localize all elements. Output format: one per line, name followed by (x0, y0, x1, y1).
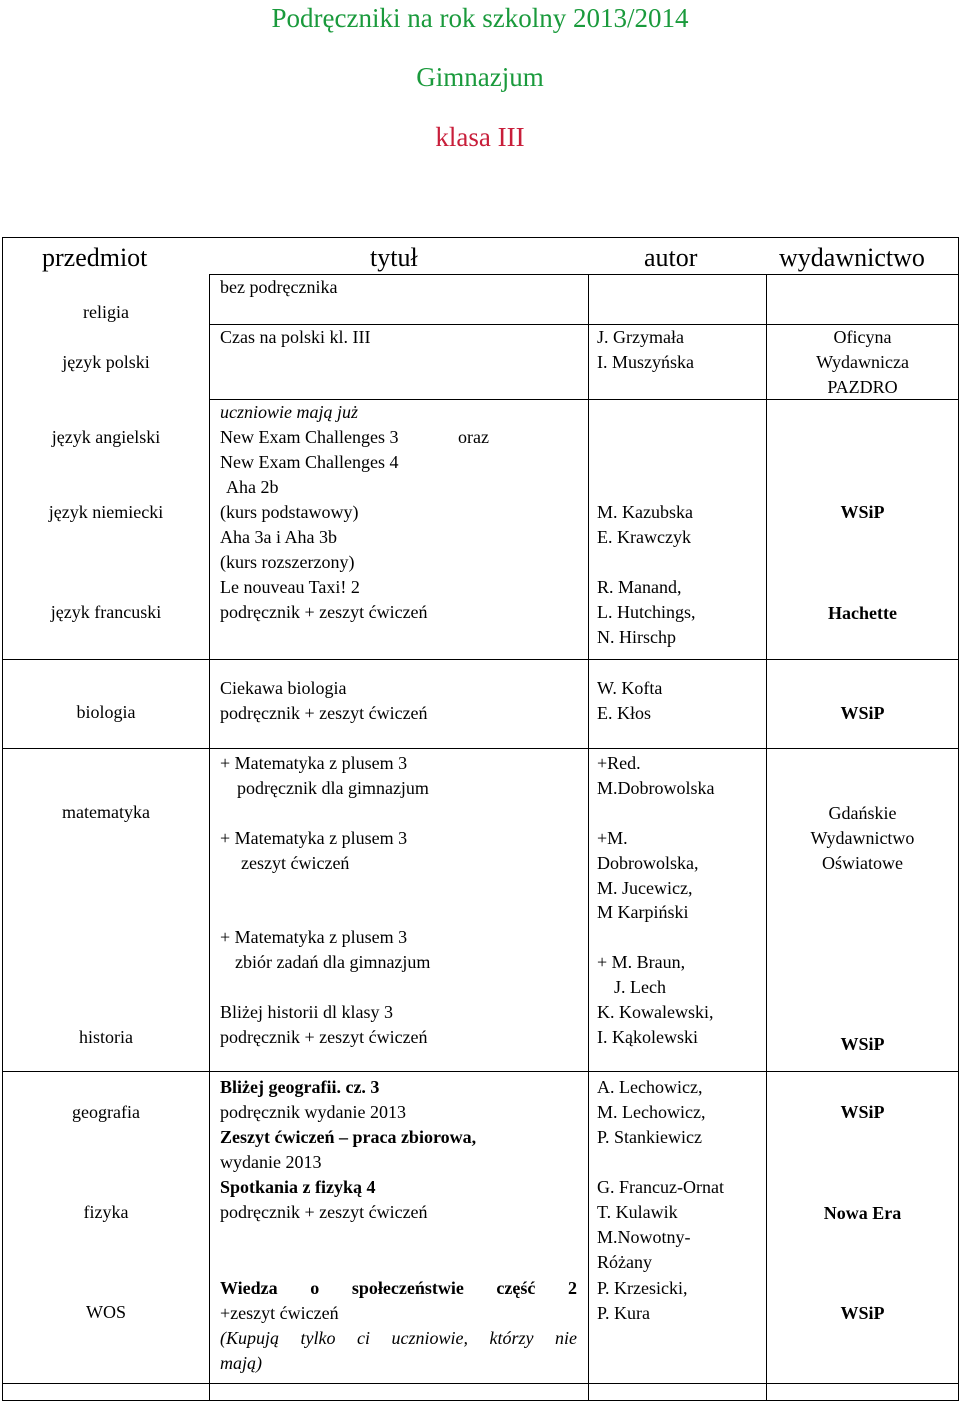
publisher-polski-2: Wydawnicza (816, 352, 909, 372)
subject-francuski: język francuski (50, 602, 162, 622)
author-historia-1: K. Kowalewski, (597, 1002, 714, 1022)
author-niemiecki-2: E. Krawczyk (597, 527, 691, 547)
title-mat-2a: + Matematyka z plusem 3 (220, 828, 408, 848)
author-mat-3: +M. (597, 828, 628, 848)
author-mat-4: Dobrowolska, (597, 853, 699, 873)
title-angielski-oraz: oraz (458, 427, 489, 447)
subject-geografia: geografia (72, 1102, 140, 1122)
author-geografia-2: M. Lechowicz, (597, 1102, 706, 1122)
publisher-historia: WSiP (840, 1034, 885, 1054)
title-historia-1: Bliżej historii dl klasy 3 (220, 1002, 393, 1022)
author-geografia-1: A. Lechowicz, (597, 1077, 703, 1097)
title-mat-2b: zeszyt ćwiczeń (241, 853, 350, 873)
publisher-polski-3: PAZDRO (827, 377, 898, 397)
title-wos-3: (Kupują tylko ci uczniowie, którzy nie (220, 1328, 577, 1348)
title-wos-4: mają) (220, 1353, 262, 1373)
title-francuski-1: Le nouveau Taxi! 2 (220, 577, 360, 597)
title-francuski-2: podręcznik + zeszyt ćwiczeń (220, 602, 428, 622)
title-mat-3a: + Matematyka z plusem 3 (220, 927, 408, 947)
subject-matematyka: matematyka (62, 802, 150, 822)
publisher-mat-1: Gdańskie (828, 803, 897, 823)
title-wos-1: Wiedza o społeczeństwie część 2 (220, 1278, 577, 1298)
title-wos-2: +zeszyt ćwiczeń (220, 1303, 339, 1323)
author-biologia-2: E. Kłos (597, 703, 651, 723)
grade-label: klasa III (435, 122, 525, 152)
author-fizyka-4: Różany (597, 1252, 652, 1272)
title-niemiecki-3: Aha 3a i Aha 3b (220, 527, 337, 547)
subject-historia: historia (79, 1027, 133, 1047)
author-francuski-1: R. Manand, (597, 577, 682, 597)
title-geografia-1: Bliżej geografii. cz. 3 (220, 1077, 380, 1097)
publisher-mat-2: Wydawnictwo (810, 828, 915, 848)
author-niemiecki-1: M. Kazubska (597, 502, 693, 522)
author-polski-1: J. Grzymała (597, 327, 684, 347)
header-author: autor (644, 243, 698, 272)
title-angielski-2: New Exam Challenges 4 (220, 452, 399, 472)
header-publisher: wydawnictwo (779, 243, 925, 272)
title-mat-1b: podręcznik dla gimnazjum (237, 778, 429, 798)
title-geografia-2: podręcznik wydanie 2013 (220, 1102, 406, 1122)
title-niemiecki-4: (kurs rozszerzony) (220, 552, 355, 572)
author-wos-2: P. Kura (597, 1303, 650, 1323)
publisher-polski-1: Oficyna (833, 327, 892, 347)
page-title: Podręczniki na rok szkolny 2013/2014 (271, 3, 689, 33)
title-niemiecki-1: Aha 2b (226, 477, 279, 497)
author-francuski-3: N. Hirschp (597, 627, 676, 647)
author-wos-1: P. Krzesicki, (597, 1278, 688, 1298)
author-fizyka-3: M.Nowotny- (597, 1227, 691, 1247)
publisher-wos: WSiP (840, 1303, 885, 1323)
title-geografia-4: wydanie 2013 (220, 1152, 322, 1172)
title-fizyka-1: Spotkania z fizyką 4 (220, 1177, 376, 1197)
subject-religia: religia (83, 302, 129, 322)
author-fizyka-2: T. Kulawik (597, 1202, 678, 1222)
author-mat-7: + M. Braun, (597, 952, 686, 972)
title-religia: bez podręcznika (220, 277, 338, 297)
subject-wos: WOS (86, 1302, 126, 1322)
publisher-mat-3: Oświatowe (822, 853, 903, 873)
subject-niemiecki: język niemiecki (48, 502, 164, 522)
title-polski: Czas na polski kl. III (220, 327, 371, 347)
subject-angielski: język angielski (51, 427, 161, 447)
author-mat-1: +Red. (597, 753, 641, 773)
title-angielski-note: uczniowie mają już (220, 402, 358, 422)
title-biologia-2: podręcznik + zeszyt ćwiczeń (220, 703, 428, 723)
subject-polski: język polski (62, 352, 150, 372)
school-type: Gimnazjum (416, 62, 544, 92)
subject-fizyka: fizyka (83, 1202, 129, 1222)
title-fizyka-2: podręcznik + zeszyt ćwiczeń (220, 1202, 428, 1222)
author-mat-6: M Karpiński (597, 902, 689, 922)
author-historia-2: I. Kąkolewski (597, 1027, 698, 1047)
publisher-geografia: WSiP (840, 1102, 885, 1122)
author-mat-5: M. Jucewicz, (597, 878, 693, 898)
title-niemiecki-2: (kurs podstawowy) (220, 502, 359, 522)
title-mat-3b: zbiór zadań dla gimnazjum (235, 952, 431, 972)
title-mat-1a: + Matematyka z plusem 3 (220, 753, 408, 773)
author-biologia-1: W. Kofta (597, 678, 663, 698)
author-mat-8: J. Lech (614, 977, 666, 997)
publisher-francuski: Hachette (828, 603, 897, 623)
header-title: tytuł (370, 243, 418, 272)
header-subject: przedmiot (42, 243, 148, 272)
publisher-niemiecki: WSiP (840, 502, 885, 522)
author-fizyka-1: G. Francuz-Ornat (597, 1177, 724, 1197)
publisher-fizyka: Nowa Era (823, 1203, 902, 1223)
title-historia-2: podręcznik + zeszyt ćwiczeń (220, 1027, 428, 1047)
subject-biologia: biologia (76, 702, 136, 722)
title-geografia-3: Zeszyt ćwiczeń – praca zbiorowa, (220, 1127, 477, 1147)
publisher-biologia: WSiP (840, 703, 885, 723)
author-mat-2: M.Dobrowolska (597, 778, 715, 798)
author-francuski-2: L. Hutchings, (597, 602, 696, 622)
title-angielski-1: New Exam Challenges 3 (220, 427, 399, 447)
author-geografia-3: P. Stankiewicz (597, 1127, 702, 1147)
title-biologia-1: Ciekawa biologia (220, 678, 347, 698)
author-polski-2: I. Muszyńska (597, 352, 694, 372)
